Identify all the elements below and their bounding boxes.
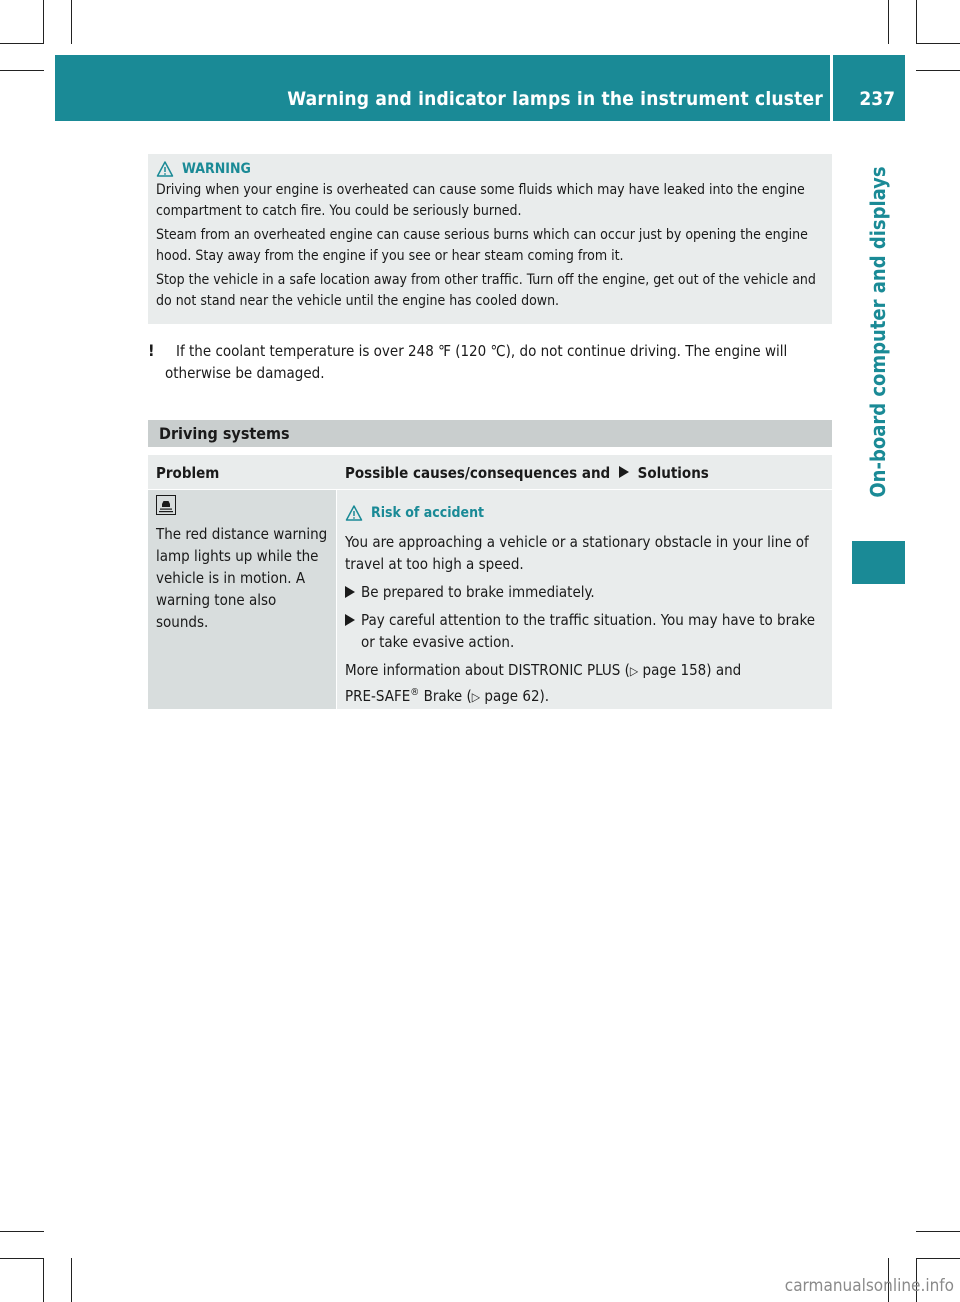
more-info-part: Brake ( xyxy=(419,687,472,705)
crop-mark xyxy=(43,0,44,44)
warning-title: WARNING xyxy=(182,161,251,177)
side-tab-marker xyxy=(852,541,905,584)
action-step xyxy=(345,609,826,653)
solution-cell xyxy=(337,490,832,709)
crop-mark xyxy=(916,0,917,44)
table-row xyxy=(148,490,832,709)
column-header-solutions xyxy=(345,464,709,482)
header-title: Warning and indicator lamps in the instrument cluster xyxy=(287,88,823,110)
crop-mark xyxy=(916,1231,960,1232)
crop-mark xyxy=(0,43,44,44)
column-header-solutions-suffix: Solutions xyxy=(637,464,709,482)
column-header-solutions-prefix: Possible causes/consequences and xyxy=(345,464,611,482)
distance-warning-lamp-icon xyxy=(156,495,176,515)
more-info-text xyxy=(345,659,826,708)
page-ref-link[interactable]: page 158) and xyxy=(638,661,742,679)
warning-box xyxy=(148,154,832,324)
step-text: Be prepared to brake immediately. xyxy=(361,583,595,601)
section-heading-bar xyxy=(148,420,832,447)
section-title: Driving systems xyxy=(159,424,290,443)
page-ref-link[interactable]: page 62). xyxy=(480,687,550,705)
crop-mark xyxy=(71,0,72,44)
crop-mark xyxy=(916,70,960,71)
page-number: 237 xyxy=(859,88,895,110)
crop-mark xyxy=(0,1258,44,1259)
crop-mark xyxy=(916,43,960,44)
page-header xyxy=(55,55,905,121)
solutions-arrow-icon xyxy=(618,465,630,479)
crop-mark xyxy=(916,1258,960,1259)
warning-triangle-icon xyxy=(345,504,363,522)
risk-title: Risk of accident xyxy=(371,505,485,521)
crop-mark xyxy=(0,1231,44,1232)
watermark: carmanualsonline.info xyxy=(784,1276,954,1296)
warning-heading xyxy=(156,158,825,180)
note xyxy=(148,340,838,384)
step-arrow-icon xyxy=(345,614,355,626)
more-info-part: PRE-SAFE xyxy=(345,687,411,705)
page-ref-arrow-icon: ▷ xyxy=(629,664,639,678)
risk-heading xyxy=(345,503,826,523)
crop-mark xyxy=(43,1258,44,1302)
header-separator xyxy=(830,55,833,121)
side-tab-label: On-board computer and displays xyxy=(866,166,890,498)
cause-text: You are approaching a vehicle or a stationary obstacle in your line of travel at too high a speed. xyxy=(345,533,809,573)
crop-mark xyxy=(71,1258,72,1302)
registered-mark: ® xyxy=(410,687,420,698)
warning-triangle-icon xyxy=(156,160,174,178)
warning-paragraph: Driving when your engine is overheated can cause some fluids which may have leaked into the engine compartment to catch fire. You could be seriously burned. xyxy=(156,182,805,219)
note-exclamation-icon: ! xyxy=(148,341,155,360)
step-text: Pay careful attention to the traffic situation. You may have to brake or take evasive action. xyxy=(361,611,816,651)
column-header-problem: Problem xyxy=(156,464,220,482)
step-arrow-icon xyxy=(345,586,355,598)
problem-text: The red distance warning lamp lights up while the vehicle is in motion. A warning tone also sounds. xyxy=(156,525,328,631)
note-text: If the coolant temperature is over 248 ℉ (120 ℃), do not continue driving. The engine will otherwise be damaged. xyxy=(165,342,788,382)
crop-mark xyxy=(888,0,889,44)
table-header xyxy=(148,455,832,489)
page-ref-arrow-icon: ▷ xyxy=(471,690,481,704)
action-step xyxy=(345,581,826,603)
warning-paragraph: Stop the vehicle in a safe location away from other traffic. Turn off the engine, get out of the vehicle and do not stand near the vehicle until the engine has cooled down. xyxy=(156,272,816,309)
problem-cell xyxy=(148,490,336,709)
crop-mark xyxy=(0,70,44,71)
more-info-part: More information about DISTRONIC PLUS ( xyxy=(345,661,630,679)
warning-paragraph: Steam from an overheated engine can cause serious burns which can occur just by opening the engine hood. Stay away from the engine if you see or hear steam coming from it. xyxy=(156,227,808,264)
